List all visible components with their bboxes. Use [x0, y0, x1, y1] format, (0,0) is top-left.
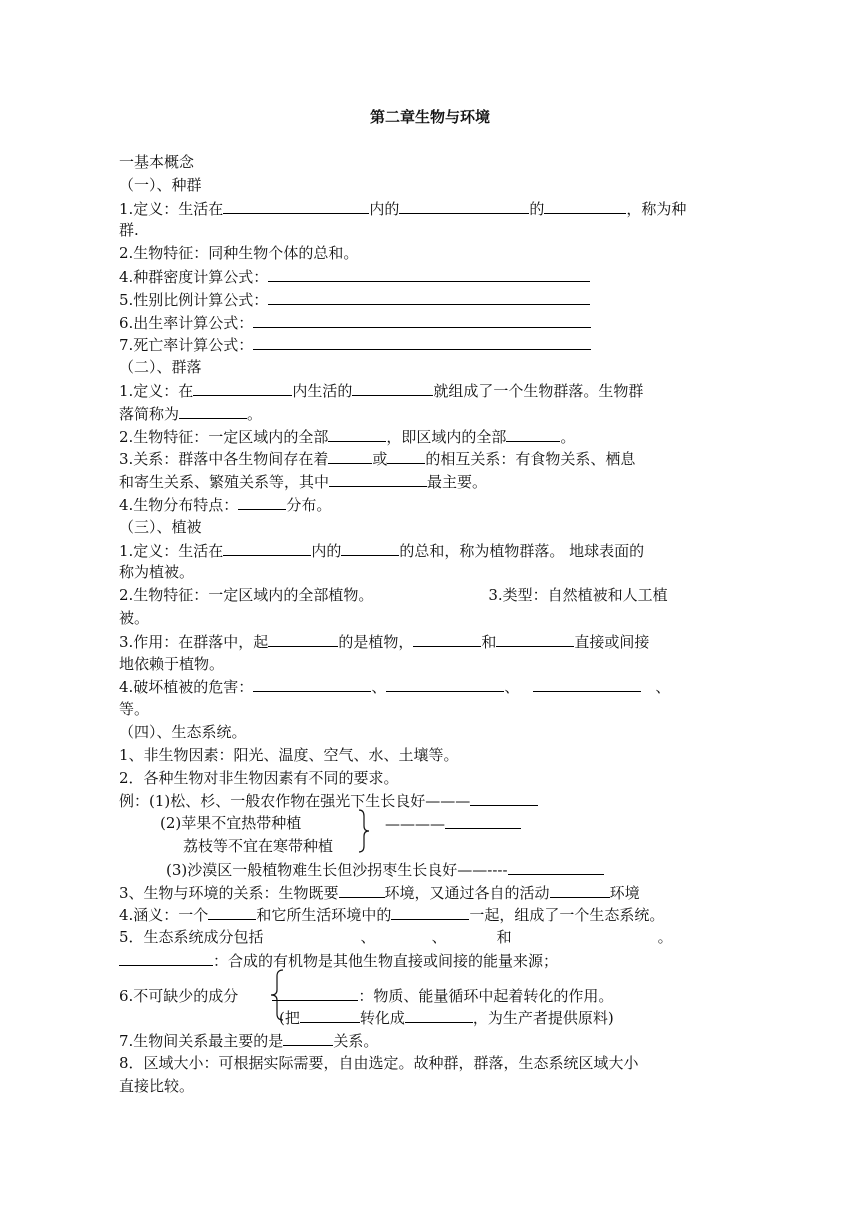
text-line: 1.定义：生活在 内的 的 ，称为种 [119, 197, 731, 220]
text-line: (2)苹果不宜热带种植 ———— [119, 812, 731, 835]
document-body [119, 151, 731, 1098]
text-line: 5.性别比例计算公式： [119, 288, 731, 311]
text-line: 3.关系：群落中各生物间存在着 或 的相互关系：有食物关系、栖息 [119, 447, 731, 470]
fill-blank[interactable] [496, 630, 574, 647]
fill-blank[interactable] [399, 197, 529, 214]
fill-blank[interactable] [328, 447, 372, 464]
fill-blank[interactable] [544, 197, 626, 214]
fill-blank[interactable] [329, 470, 427, 487]
text-line: 3、生物与环境的关系：生物既要 环境，又通过各自的活动 环境 [119, 881, 731, 904]
text-line: 6.不可缺少的成分 ：物质、能量循环中起着转化的作用。 [119, 984, 731, 1007]
fill-blank[interactable] [208, 903, 256, 920]
fill-blank[interactable] [223, 539, 311, 556]
fill-blank[interactable] [445, 812, 521, 829]
text-line: 1.定义：生活在 内的 的总和，称为植物群落。 地球表面的 [119, 539, 731, 562]
text-line: 等。 [119, 700, 150, 719]
text-line: 4.涵义：一个 和它所生活环境中的 一起，组成了一个生态系统。 [119, 903, 731, 926]
document-title: 第二章生物与环境 [369, 108, 490, 126]
fill-blank[interactable] [119, 949, 213, 966]
text-line: 落简称为 。 [119, 402, 731, 425]
text-line: 群. [119, 221, 139, 240]
text-line: 和寄生关系、繁殖关系等，其中 最主要。 [119, 470, 731, 493]
text-line: 7.生物间关系最主要的是 关系。 [119, 1029, 731, 1052]
text-line: 4.破坏植被的危害： 、 、 、 [119, 675, 731, 698]
fill-blank[interactable] [405, 1006, 473, 1023]
fill-blank[interactable] [268, 288, 590, 305]
fill-blank[interactable] [268, 630, 338, 647]
text-line: 6.出生率计算公式： [119, 311, 731, 334]
fill-blank[interactable] [413, 630, 481, 647]
text-line: 4.生物分布特点： 分布。 [119, 493, 731, 516]
text-line: 3.作用：在群落中，起 的是植物， 和 直接或间接 [119, 630, 731, 653]
fill-blank[interactable] [253, 333, 591, 350]
fill-blank[interactable] [253, 311, 591, 328]
text-line: 1、非生物因素：阳光、温度、空气、水、土壤等。 [119, 745, 459, 764]
fill-blank[interactable] [238, 493, 286, 510]
subsection-heading: （二）、群落 [119, 358, 202, 377]
text-line: 地依赖于植物。 [119, 654, 225, 673]
text-line: 8．区域大小：可根据实际需要，自由选定。故种群，群落，生态系统区域大小 [119, 1054, 639, 1073]
fill-blank[interactable] [339, 881, 385, 898]
text-line: (把 转化成 ，为生产者提供原料) [119, 1006, 731, 1029]
text-line: 1.定义：在 内生活的 就组成了一个生物群落。生物群 [119, 379, 731, 402]
fill-blank[interactable] [341, 539, 399, 556]
fill-blank[interactable] [508, 858, 604, 875]
text-line: 7.死亡率计算公式： [119, 333, 731, 356]
fill-blank[interactable] [193, 379, 292, 396]
fill-blank[interactable] [328, 425, 386, 442]
subsection-heading: （四）、生态系统。 [119, 722, 247, 741]
text-line: 2.生物特征：一定区域内的全部 ，即区域内的全部 。 [119, 425, 731, 448]
fill-blank[interactable] [386, 675, 504, 692]
fill-blank[interactable] [300, 1006, 360, 1023]
right-brace-icon [357, 809, 371, 853]
fill-blank[interactable] [352, 379, 433, 396]
section-heading: 一基本概念 [119, 153, 195, 171]
text-line: (3)沙漠区一般植物难生长但沙拐枣生长良好——---- [119, 858, 731, 881]
text-line: 例：(1)松、杉、一般农作物在强光下生长良好——— [119, 789, 731, 812]
fill-blank[interactable] [272, 984, 358, 1001]
fill-blank[interactable] [223, 197, 369, 214]
fill-blank[interactable] [506, 425, 560, 442]
subsection-heading: （一）、种群 [119, 175, 202, 194]
fill-blank[interactable] [253, 675, 371, 692]
fill-blank[interactable] [179, 402, 247, 419]
text-line: 2．各种生物对非生物因素有不同的要求。 [119, 768, 399, 787]
text-line: 2.生物特征：一定区域内的全部植物。 3.类型：自然植被和人工植 [119, 586, 668, 605]
fill-blank[interactable] [387, 447, 425, 464]
text-line: 称为植被。 [119, 563, 195, 582]
text-line: 被。 [119, 608, 150, 627]
fill-blank[interactable] [550, 881, 610, 898]
fill-blank[interactable] [391, 903, 469, 920]
subsection-heading: （三）、植被 [119, 517, 202, 536]
text-line: 5．生态系统成分包括 、 、 和 。 [119, 928, 673, 947]
fill-blank[interactable] [470, 789, 538, 806]
text-line: ：合成的有机物是其他生物直接或间接的能量来源； [119, 949, 731, 972]
fill-blank[interactable] [533, 675, 641, 692]
fill-blank[interactable] [268, 265, 590, 282]
text-line: 直接比较。 [119, 1076, 195, 1095]
fill-blank[interactable] [283, 1029, 333, 1046]
text-line: 2.生物特征：同种生物个体的总和。 [119, 244, 359, 263]
text-line: 荔枝等不宜在寒带种植 [183, 836, 334, 855]
text-line: 4.种群密度计算公式： [119, 265, 731, 288]
